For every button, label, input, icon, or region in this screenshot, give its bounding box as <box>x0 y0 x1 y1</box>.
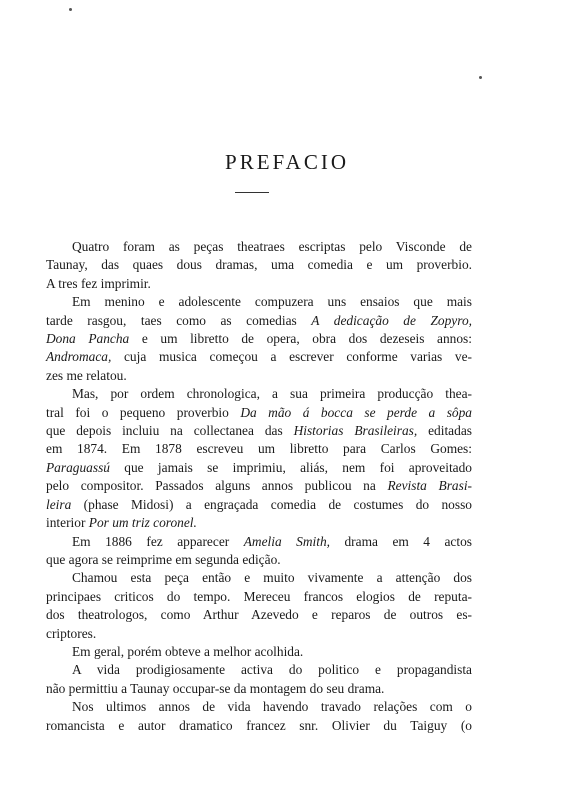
text-line <box>46 606 472 624</box>
text-line <box>46 717 472 735</box>
text-run: principaes criticos do tempo. Mereceu francos elogios de reputa- <box>46 588 472 604</box>
text-line <box>46 680 472 698</box>
text-line <box>46 256 472 274</box>
text-run: Quatro foram as peças theatraes escriptas pelo Visconde de <box>72 239 472 254</box>
text-run: romancista e autor dramatico francez snr. Olivier du Taiguy (o <box>46 717 472 733</box>
text-run: drama em 4 actos <box>330 533 472 549</box>
text-line <box>46 312 472 330</box>
text-run: que jamais se imprimiu, aliás, nem foi aproveitado <box>110 459 472 475</box>
text-line <box>46 514 472 532</box>
italic-title: A dedicação de Zopyro, <box>311 312 473 328</box>
text-line <box>46 551 472 569</box>
text-run: e um libretto de opera, obra dos dezeseis annos: <box>129 331 472 347</box>
text-line <box>46 698 472 716</box>
text-run: pelo compositor. Passados alguns annos publicou na <box>46 478 388 494</box>
text-run: Taunay, das quaes dous dramas, uma comedia e um proverbio. <box>46 257 472 273</box>
text-run: em 1874. Em 1878 escreveu um libretto para Carlos Gomes: <box>46 441 472 457</box>
paragraph <box>46 533 472 570</box>
text-line <box>46 625 472 643</box>
text-line <box>46 422 472 440</box>
text-run: Nos ultimos annos de vida havendo travado relações com o <box>72 699 472 715</box>
text-line <box>46 533 472 551</box>
text-run: Chamou esta peça então e muito vivamente a attenção dos <box>72 570 472 586</box>
text-line <box>46 238 472 256</box>
text-line <box>46 588 472 606</box>
text-line <box>46 385 472 403</box>
text-run: Em geral, porém obteve a melhor acolhida. <box>72 643 304 659</box>
text-run: Em 1886 fez apparecer <box>72 533 244 549</box>
text-run: zes me relatou. <box>46 367 127 383</box>
text-line <box>46 367 472 385</box>
text-run: interior <box>46 515 89 531</box>
print-speck <box>479 76 482 79</box>
italic-title: Da mão á bocca se perde a sôpa <box>240 404 472 420</box>
text-line <box>46 477 472 495</box>
text-line <box>46 440 472 458</box>
paragraph <box>46 661 472 698</box>
paragraph <box>46 569 472 643</box>
text-run: Mas, por ordem chronologica, a sua primeira producção thea- <box>72 386 472 402</box>
paragraph <box>46 293 472 385</box>
text-line <box>46 661 472 679</box>
text-run: A vida prodigiosamente activa do politico e propagandista <box>72 662 472 678</box>
text-line <box>46 275 472 293</box>
text-run: A tres fez imprimir. <box>46 275 151 291</box>
text-line <box>46 569 472 587</box>
text-line <box>46 643 472 661</box>
text-run: (phase Midosi) a engraçada comedia de costumes do nosso <box>71 496 472 512</box>
text-run: tral foi o pequeno proverbio <box>46 404 241 420</box>
page-title: PREFACIO <box>225 150 349 174</box>
italic-title: Por um triz coronel. <box>88 515 197 531</box>
italic-title: Andromaca, <box>46 349 112 365</box>
paragraph <box>46 643 472 661</box>
italic-title: Revista Brasi- <box>387 478 472 494</box>
print-speck <box>69 8 72 11</box>
text-line <box>46 459 472 477</box>
text-run: que agora se reimprime em segunda edição. <box>46 551 281 567</box>
italic-title: Amelia Smith, <box>243 533 330 549</box>
paragraph <box>46 238 472 293</box>
text-run: editadas <box>417 423 472 439</box>
italic-title: Historias Brasileiras, <box>293 423 418 439</box>
paragraph <box>46 698 472 735</box>
text-run: Em menino e adolescente compuzera uns ensaios que mais <box>72 294 472 310</box>
body-text <box>46 238 472 735</box>
text-run: que depois incluiu na collectanea das <box>46 423 294 439</box>
text-run: tarde rasgou, taes como as comedias <box>46 312 312 328</box>
text-line <box>46 348 472 366</box>
title-divider <box>235 192 269 193</box>
text-run: cuja musica começou a escrever conforme varias ve- <box>111 349 472 365</box>
paragraph <box>46 385 472 532</box>
text-run: dos theatrologos, como Arthur Azevedo e reparos de outros es- <box>46 607 472 623</box>
text-line <box>46 496 472 514</box>
italic-title: leira <box>46 496 72 512</box>
text-run: criptores. <box>46 625 97 641</box>
text-run: não permittiu a Taunay occupar-se da montagem do seu drama. <box>46 680 385 696</box>
italic-title: Paraguassú <box>46 459 110 475</box>
text-line <box>46 293 472 311</box>
text-line <box>46 404 472 422</box>
text-line <box>46 330 472 348</box>
italic-title: Dona Pancha <box>46 331 130 347</box>
